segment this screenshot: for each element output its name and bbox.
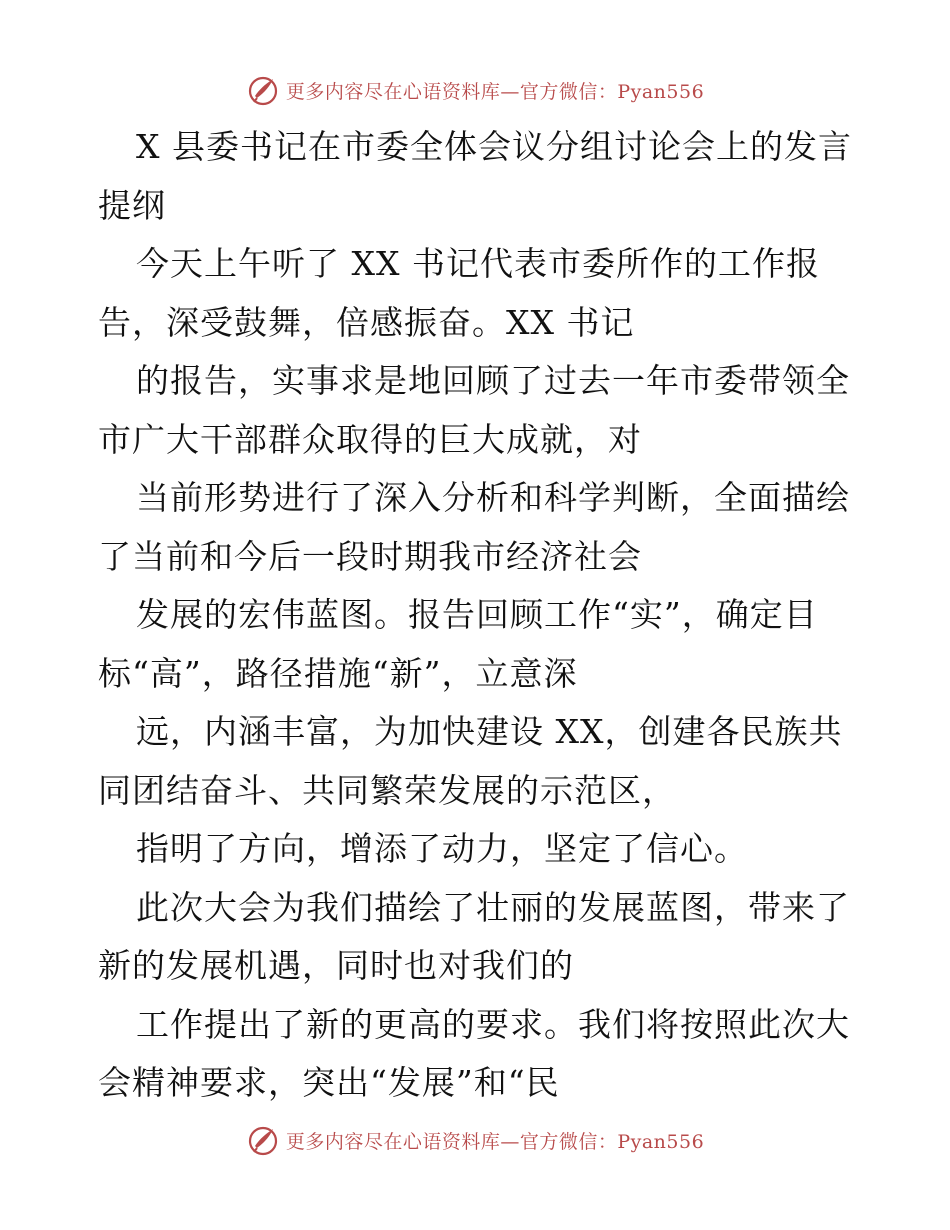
document-body	[98, 118, 858, 1113]
text-line: 的报告，实事求是地回顾了过去一年市委带领全	[136, 361, 850, 400]
text-line: 发展的宏伟蓝图。报告回顾工作“实”，确定目	[136, 595, 818, 634]
footer-watermark	[0, 1120, 950, 1160]
text-line: 标“高”，路径措施“新”，立意深	[98, 653, 578, 693]
text-line: 远，内涵丰富，为加快建设 XX，创建各民族共	[136, 712, 843, 751]
text-line: 同团结奋斗、共同繁荣发展的示范区，	[98, 770, 676, 810]
text-line: X 县委书记在市委全体会议分组讨论会上的发言	[136, 127, 852, 166]
text-line: 了当前和今后一段时期我市经济社会	[98, 536, 642, 576]
header-watermark	[0, 70, 950, 110]
text-line: 告，深受鼓舞，倍感振奋。XX 书记	[98, 302, 635, 342]
text-line: 指明了方向，增添了动力，坚定了信心。	[136, 829, 748, 868]
text-line: 当前形势进行了深入分析和科学判断，全面描绘	[136, 478, 850, 517]
text-line: 市广大干部群众取得的巨大成就，对	[98, 419, 642, 459]
watermark-text: 更多内容尽在心语资料库—官方微信：Pyan556	[285, 1130, 705, 1153]
quill-pen-logo-icon	[246, 73, 280, 107]
text-line: 新的发展机遇，同时也对我们的	[98, 946, 574, 985]
text-line: 此次大会为我们描绘了壮丽的发展蓝图，带来了	[136, 887, 850, 927]
text-line: 提纲	[98, 185, 166, 225]
watermark-text: 更多内容尽在心语资料库—官方微信：Pyan556	[285, 80, 705, 103]
text-line: 工作提出了新的更高的要求。我们将按照此次大	[136, 1004, 850, 1044]
text-line: 会精神要求，突出“发展”和“民	[98, 1063, 560, 1102]
quill-pen-logo-icon	[246, 1123, 280, 1157]
text-line: 今天上午听了 XX 书记代表市委所作的工作报	[136, 244, 820, 283]
